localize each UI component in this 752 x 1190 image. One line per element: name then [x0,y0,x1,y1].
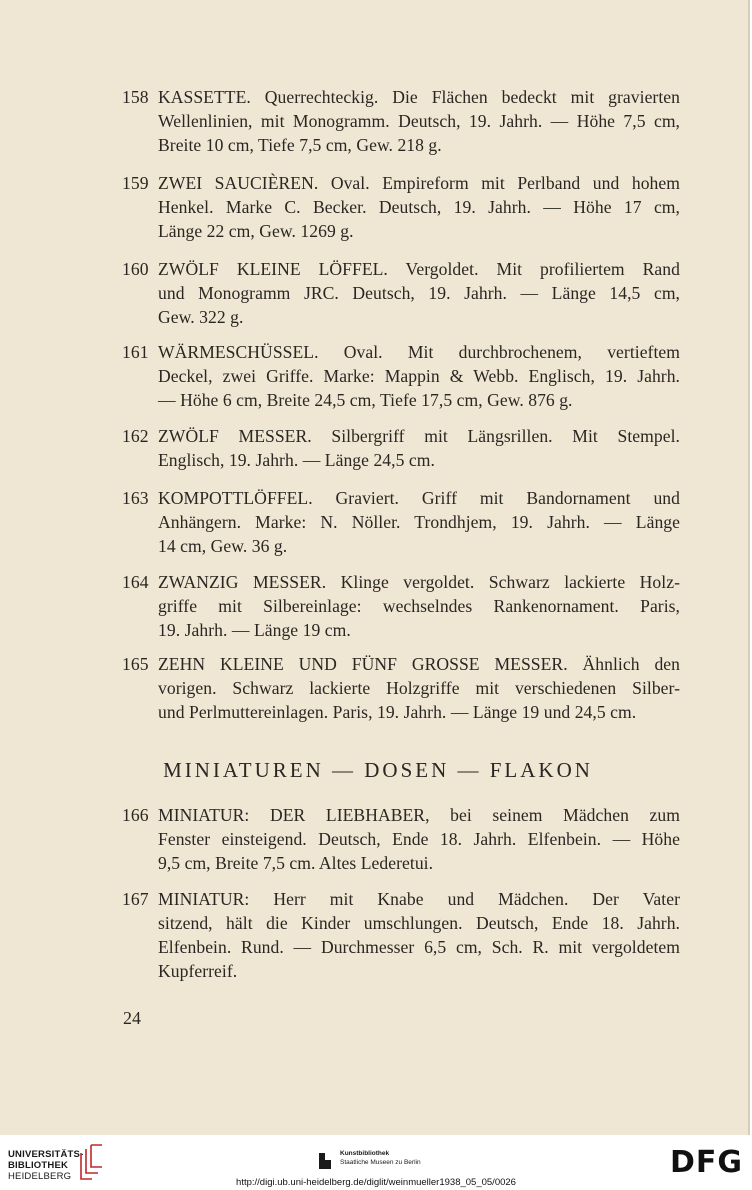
entry-text [158,570,680,642]
entry-text [158,171,680,243]
catalog-entry [122,85,680,157]
kunstbibliothek-label [340,1149,421,1167]
entry-text [158,340,680,412]
catalog-entry [122,340,680,412]
entry-number: 163 [122,488,149,508]
catalog-entry [122,652,680,724]
entry-text [158,887,680,983]
entry-line: vorigen. Schwarz lackierte Holzgriffe mit verschiedenen Silber- [158,678,680,698]
footer-bar [0,1135,752,1190]
kb-line-1: Kunstbibliothek [340,1150,390,1157]
entry-line: Gew. 322 g. [158,307,244,327]
entry-number: 164 [122,572,149,592]
entry-line: 19. Jahrh. — Länge 19 cm. [158,620,351,640]
entry-line: — Höhe 6 cm, Breite 24,5 cm, Tiefe 17,5 cm, Gew. 876 g. [158,390,573,410]
entry-text [158,424,680,472]
entry-line: 9,5 cm, Breite 7,5 cm. Altes Lederetui. [158,853,434,873]
entry-line: Englisch, 19. Jahrh. — Länge 24,5 cm. [158,450,435,470]
entry-text [158,486,680,558]
entry-line: griffe mit Silbereinlage: wechselndes Rankenornament. Paris, [158,596,680,616]
entry-line: Breite 10 cm, Tiefe 7,5 cm, Gew. 218 g. [158,135,442,155]
entry-line: Wellenlinien, mit Monogramm. Deutsch, 19. Jahrh. — Höhe 7,5 cm, [158,111,680,131]
catalog-entry [122,257,680,329]
entry-line: Henkel. Marke C. Becker. Deutsch, 19. Jahrh. — Höhe 17 cm, [158,197,680,217]
entry-line: MINIATUR: DER LIEBHABER, bei seinem Mädchen zum [158,805,680,825]
ub-line-2: BIBLIOTHEK [8,1160,69,1171]
entry-number: 167 [122,889,149,909]
entry-number: 161 [122,342,149,362]
entry-number: 160 [122,259,149,279]
entry-line: KOMPOTTLÖFFEL. Graviert. Griff mit Bandornament und [158,488,680,508]
entry-text [158,85,680,157]
entry-line: ZWÖLF KLEINE LÖFFEL. Vergoldet. Mit profiliertem Rand [158,259,680,279]
catalog-entry [122,570,680,642]
entry-number: 166 [122,805,149,825]
kunstbibliothek-logo-icon [318,1151,334,1171]
entry-text [158,257,680,329]
entry-line: Fenster einsteigend. Deutsch, Ende 18. Jahrh. Elfenbein. — Höhe [158,829,680,849]
entry-line: sitzend, hält die Kinder umschlungen. Deutsch, Ende 18. Jahrh. [158,913,680,933]
entry-text [158,652,680,724]
entry-line: Länge 22 cm, Gew. 1269 g. [158,221,354,241]
catalog-entry [122,887,680,983]
catalog-entry [122,424,680,472]
entry-line: ZEHN KLEINE UND FÜNF GROSSE MESSER. Ähnlich den [158,654,680,674]
dfg-logo: DFG [670,1145,744,1180]
entry-line: Deckel, zwei Griffe. Marke: Mappin & Webb. Englisch, 19. Jahrh. [158,366,680,386]
entry-number: 165 [122,654,149,674]
entry-number: 162 [122,426,149,446]
entry-line: Elfenbein. Rund. — Durchmesser 6,5 cm, Sch. R. mit vergoldetem [158,937,680,957]
entry-line: ZWANZIG MESSER. Klinge vergoldet. Schwarz lackierte Holz- [158,572,680,592]
entry-line: KASSETTE. Querrechteckig. Die Flächen bedeckt mit gravierten [158,87,680,107]
entry-line: 14 cm, Gew. 36 g. [158,536,288,556]
source-url-link[interactable]: http://digi.ub.uni-heidelberg.de/diglit/weinmueller1938_05_05/0026 [236,1177,516,1188]
catalog-entry [122,803,680,875]
entry-line: und Monogramm JRC. Deutsch, 19. Jahrh. — Länge 14,5 cm, [158,283,680,303]
entry-line: ZWÖLF MESSER. Silbergriff mit Längsrillen. Mit Stempel. [158,426,680,446]
catalog-entry [122,171,680,243]
entry-text [158,803,680,875]
entry-line: Kupferreif. [158,961,238,981]
entry-number: 159 [122,173,149,193]
entry-line: ZWEI SAUCIÈREN. Oval. Empireform mit Perlband und hohem [158,173,680,193]
section-heading: MINIATUREN — DOSEN — FLAKON [163,758,593,782]
entry-line: MINIATUR: Herr mit Knabe und Mädchen. Der Vater [158,889,680,909]
entry-line: Anhängern. Marke: N. Nöller. Trondhjem, 19. Jahrh. — Länge [158,512,680,532]
entry-line: und Perlmuttereinlagen. Paris, 19. Jahrh. — Länge 19 und 24,5 cm. [158,702,637,722]
ub-line-3: HEIDELBERG [8,1171,72,1182]
entry-number: 158 [122,87,149,107]
kb-line-2: Staatliche Museen zu Berlin [340,1159,421,1166]
catalog-entry [122,486,680,558]
ub-line-1: UNIVERSITÄTS- [8,1149,84,1160]
page-number: 24 [123,1008,141,1028]
entry-line: WÄRMESCHÜSSEL. Oval. Mit durchbrochenem, vertieftem [158,342,680,362]
